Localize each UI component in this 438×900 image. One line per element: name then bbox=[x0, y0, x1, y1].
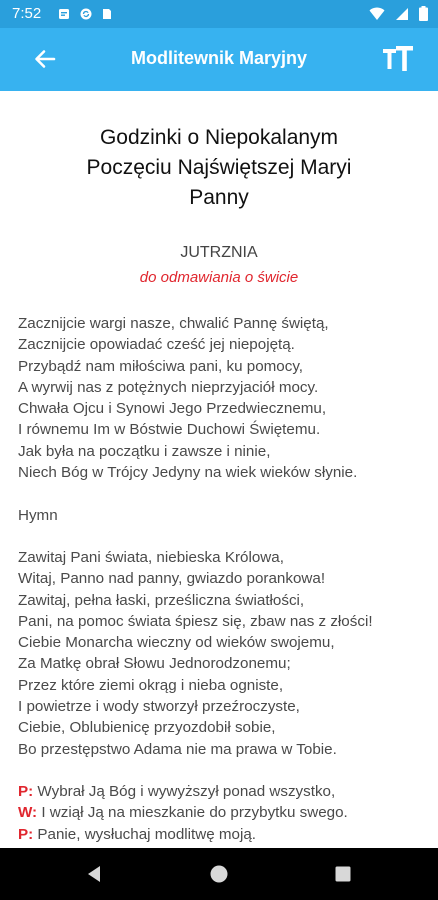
verse-line: Ciebie, Oblubienicę przyozdobił sobie, bbox=[18, 719, 276, 737]
versicle-prefix: W: bbox=[18, 804, 38, 822]
hymn-heading: Hymn bbox=[18, 507, 58, 524]
verse-line: Przybądź nam miłościwa pani, ku pomocy, bbox=[18, 357, 304, 375]
verse-line: A wyrwij nas z potężnych nieprzyjaciół mocy. bbox=[18, 378, 319, 396]
sim-card-icon bbox=[101, 8, 113, 20]
sync-icon bbox=[80, 8, 92, 20]
verse-line: Jak była na początku i zawsze i ninie, bbox=[18, 442, 271, 460]
verse-line: Zacznijcie wargi nasze, chwalić Pannę świętą, bbox=[18, 315, 329, 332]
verse-line: Zawitaj Pani świata, niebieska Królowa, bbox=[18, 549, 284, 566]
app-bar bbox=[0, 28, 438, 91]
verse-line: Niech Bóg w Trójcy Jedyny na wiek wieków słynie. bbox=[18, 464, 358, 482]
verse-line: Przez które ziemi okrąg i nieba ogniste, bbox=[18, 676, 284, 694]
versicle-block bbox=[18, 781, 428, 845]
page-title-line: Poczęciu Najświętszej Maryi bbox=[86, 156, 352, 179]
battery-icon bbox=[419, 6, 428, 21]
hymn-block bbox=[18, 547, 428, 760]
verse-line: Pani, na pomoc świata śpiesz się, zbaw nas z złości! bbox=[18, 612, 373, 630]
message-icon bbox=[58, 8, 70, 20]
system-nav-bar bbox=[0, 848, 438, 900]
verse-line: Ciebie Monarcha wieczny od wieków swojemu, bbox=[18, 634, 335, 652]
versicle-text: Wybrał Ją Bóg i wywyższył ponad wszystko, bbox=[33, 783, 336, 800]
verse-line: Za Matkę obrał Słowu Jednorodzonemu; bbox=[18, 655, 291, 673]
page-title bbox=[30, 123, 408, 213]
text-size-icon[interactable] bbox=[382, 45, 414, 73]
recents-square-icon[interactable] bbox=[332, 863, 354, 885]
verse-line: Bo przestępstwo Adama nie ma prawa w Tobie. bbox=[18, 740, 337, 758]
versicle-prefix: P: bbox=[18, 825, 34, 843]
status-time: 7:52 bbox=[12, 5, 42, 22]
section-subtitle: do odmawiania o świcie bbox=[139, 269, 299, 286]
verse-line: I równemu Im w Bóstwie Duchowi Świętemu. bbox=[18, 421, 321, 439]
home-circle-icon[interactable] bbox=[208, 863, 230, 885]
versicle-text: Panie, wysłuchaj modlitwę moją. bbox=[33, 825, 257, 843]
verse-line: Witaj, Panno nad panny, gwiazdo porankowa! bbox=[18, 570, 326, 588]
app-title bbox=[0, 48, 438, 69]
cellular-icon bbox=[395, 7, 409, 21]
prayer-content bbox=[0, 91, 438, 843]
versicle-line bbox=[18, 781, 428, 802]
app-title-text: Modlitewnik Maryjny bbox=[130, 48, 308, 68]
page-title-line: Godzinki o Niepokalanym bbox=[99, 126, 339, 149]
section-title: JUTRZNIA bbox=[180, 244, 258, 261]
verse-line: Zacznijcie opowiadać cześć jej niepojętą. bbox=[18, 336, 295, 354]
invocation-block bbox=[18, 313, 428, 483]
verse-line: I powietrze i wody stworzył przeźroczyste, bbox=[18, 698, 300, 716]
back-triangle-icon[interactable] bbox=[84, 863, 106, 885]
verse-line: Chwała Ojcu i Synowi Jego Przedwiecznemu, bbox=[18, 400, 327, 418]
verse-line: Zawitaj, pełna łaski, prześliczna światłości, bbox=[18, 591, 305, 609]
versicle-text: I wziął Ją na mieszkanie do przybytku swego. bbox=[37, 804, 348, 822]
wifi-icon bbox=[369, 7, 385, 21]
page-title-line: Panny bbox=[189, 186, 249, 209]
status-bar bbox=[0, 0, 438, 28]
versicle-prefix: P: bbox=[18, 783, 34, 800]
versicle-line bbox=[18, 824, 428, 845]
versicle-line bbox=[18, 802, 428, 823]
